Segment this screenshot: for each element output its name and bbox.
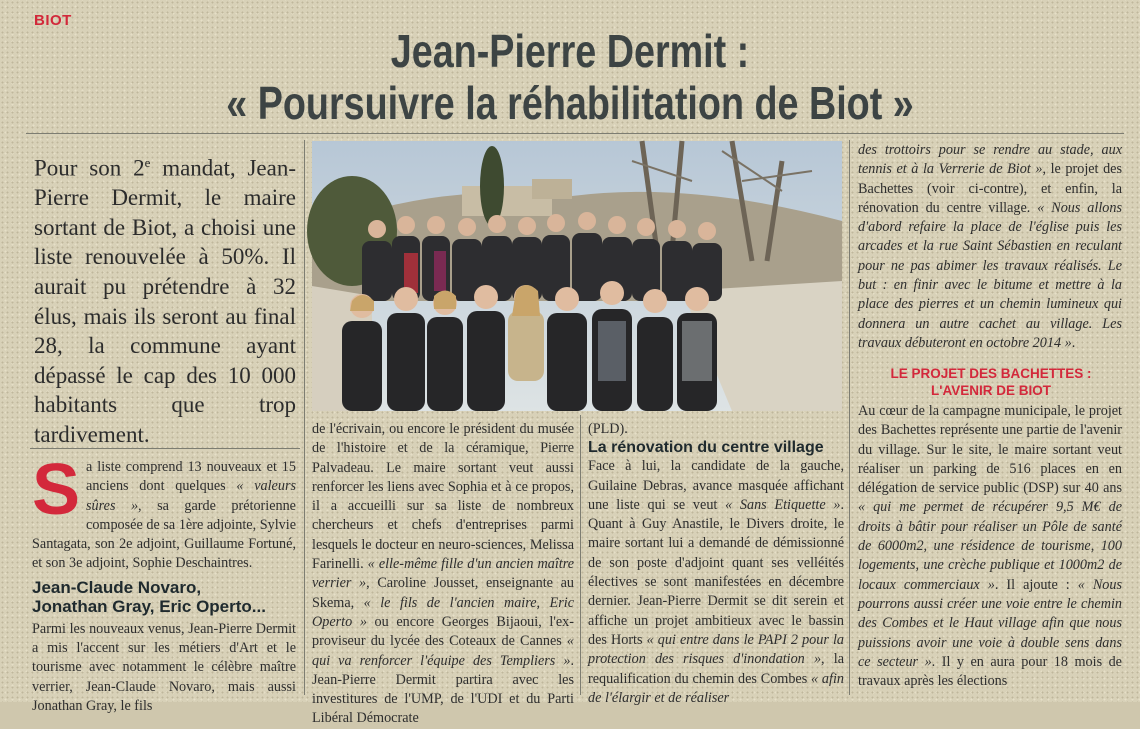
column-rule-2: [849, 140, 850, 695]
section-rubric: BIOT: [34, 12, 72, 29]
article-column-3: [588, 420, 844, 708]
drop-cap: S: [32, 450, 81, 530]
bachettes-box-title: LE PROJET DES BACHETTES : L'AVENIR DE BIOT: [890, 366, 1092, 398]
group-photo-image: [312, 141, 842, 411]
column-rule-3: [580, 415, 581, 695]
column-rule-1: [304, 140, 305, 695]
col1-subhead: Jean-Claude Novaro, Jonathan Gray, Eric Operto...: [32, 577, 266, 616]
col1-paragraph-2: Parmi les nouveaux venus, Jean-Pierre Dermit a mis l'accent sur les métiers d'Art et le tourisme avec notamment le célèbre maître verrier, Jean-Claude Novaro, mais aussi Jonathan Gray, le fils: [32, 620, 296, 714]
bachettes-paragraph: Au cœur de la campagne municipale, le projet des Bachettes représente une partie de l'avenir du village. Sur le site, le maire sortant veut réaliser un parking de 516 places en en délégation de service public (DSP) sur 40 ans « qui me permet de récupérer 9,5 M€ de droits à bâtir pour réaliser un Pôle de santé de 6000m2, une résidence de tourisme, 100 logements, une crèche publique et 1000m2 de locaux commerciaux ». Il ajoute : « Nous pourrons aussi créer une voie entre le chemin des Combes et le Haut village afin que nous puissions avoir une voie à double sens dans ce secteur ». Il y en aura pour 18 mois de travaux après les élections: [858, 403, 1122, 690]
col3-paragraph: Face à lui, la candidate de la gauche, Guilaine Debras, avance masquée affichant une liste qui se veut « Sans Etiquette ». Quant à Guy Anastile, le Divers droite, le maire sortant lui a demandé de démissionné de son poste d'adjoint quant ses velléités électives se sont manifestées en décembre dernier. Jean-Pierre Dermit se dit serein et affiche un projet ambitieux avec le bassin des Horts « qui entre dans le PAPI 2 pour la protection des risques d'inondation », la requalification du chemin des Combes « afin de l'élargir et de réaliser: [588, 458, 844, 706]
article-column-4: [858, 141, 1122, 353]
bachettes-box: [858, 402, 1122, 691]
renovation-section-title: La rénovation du centre village: [588, 439, 824, 457]
article-column-2: [312, 420, 574, 729]
col2-paragraph: de l'écrivain, ou encore le président du musée de l'histoire et de la céramique, Pierre Palvadeau. Le maire sortant veut aussi renforcer les liens avec Sophia et à ce propos, il a accueilli sur sa liste de nombreux chercheurs et chefs d'entreprises parmi lesquels le docteur en neuro-sciences, Melissa Farinelli. « elle-même fille d'un ancien maître verrier », Caroline Jousset, enseignante au Skema, « le fils de l'ancien maire, Eric Operto » ou encore Georges Bijaoui, l'ex-proviseur du lycée des Coteaux de Cannes « qui va renforcer l'équipe des Templiers ». Jean-Pierre Dermit partira avec les investitures de l'UMP, de l'UDI et du Parti Libéral Démocrate: [312, 421, 574, 727]
col3-top-line: (PLD).: [588, 421, 628, 437]
headline-line-1: Jean-Pierre Dermit :: [390, 25, 750, 77]
headline-rule: [26, 133, 1124, 134]
col1-paragraph-1: Sa liste comprend 13 nouveaux et 15 anciens dont quelques « valeurs sûres », sa garde prétorienne composée de sa 1ère adjointe, Sylvie Santagata, son 2e adjoint, Guillaume Fortuné, et son 3e adjoint, Sophie Deschaintres.: [32, 450, 296, 572]
col4-paragraph: des trottoirs pour se rendre au stade, aux tennis et à la Verrerie de Biot », le projet des Bachettes (voir ci-contre), et enfin, la rénovation du centre village. « Nous allons d'abord refaire la place de l'église puis les arcades et la rue Saint Sébastien en reculant pour ne pas abimer les travaux réalisés. Le but : en finir avec le bitume et mettre à la place des pierres et un chemin lumineux qui donnera un autre cachet au village. Les travaux débuteront en octobre 2014 ».: [858, 142, 1122, 351]
headline-line-2: « Poursuivre la réhabilitation de Biot »: [226, 77, 914, 129]
article-column-1: [32, 450, 296, 716]
lead-paragraph: Pour son 2e mandat, Jean-Pierre Dermit, le maire sortant de Biot, a choisi une liste renouvelée à 50%. Il aurait pu prétendre à 32 élus, mais ils seront au final 28, la commune ayant dépassé le cap des 10 000 habitants que trop tardivement.: [34, 155, 296, 447]
group-photo: [312, 141, 842, 411]
